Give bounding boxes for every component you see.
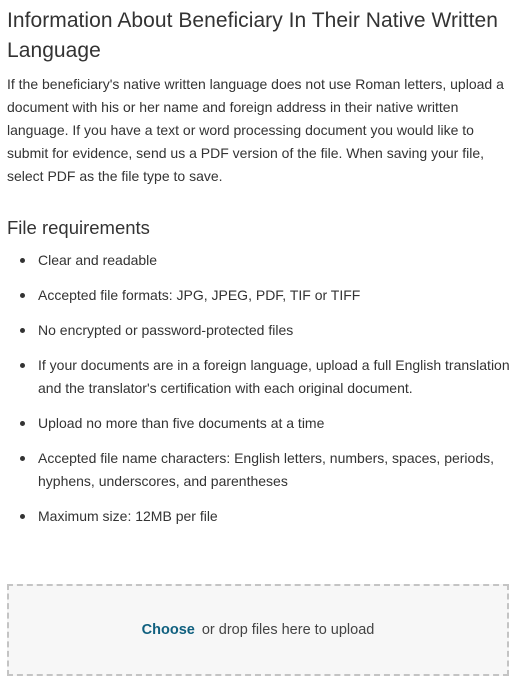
- bullet-icon: [20, 456, 25, 461]
- requirement-item: [7, 447, 512, 493]
- requirement-text: Clear and readable: [38, 252, 158, 268]
- requirement-text: Upload no more than five documents at a time: [38, 415, 325, 431]
- file-requirements-title: File requirements: [7, 217, 150, 238]
- bullet-icon: [20, 293, 25, 298]
- requirement-text: Accepted file name characters: English letters, numbers, spaces, periods, hyphens, underscores, and parentheses: [38, 450, 494, 489]
- requirement-text: If your documents are in a foreign language, upload a full English translation and the translator's certification with each original document.: [38, 357, 510, 396]
- beneficiary-language-upload-panel: [7, 6, 512, 540]
- requirement-item: [7, 284, 512, 307]
- requirement-item: [7, 354, 512, 400]
- requirement-text: Maximum size: 12MB per file: [38, 508, 218, 524]
- section-description: If the beneficiary's native written language does not use Roman letters, upload a document with his or her name and foreign address in their native written language. If you have a text or word processing document you would like to submit for evidence, send us a PDF version of the file. When saving your file, select PDF as the file type to save.: [7, 76, 504, 184]
- file-drop-zone[interactable]: [7, 584, 509, 676]
- requirement-item: [7, 319, 512, 342]
- requirement-item: [7, 249, 512, 272]
- file-requirements-list: [7, 249, 512, 528]
- requirement-text: Accepted file formats: JPG, JPEG, PDF, TIF or TIFF: [38, 287, 361, 303]
- requirement-text: No encrypted or password-protected files: [38, 322, 294, 338]
- bullet-icon: [20, 514, 25, 519]
- bullet-icon: [20, 258, 25, 263]
- requirement-item: [7, 505, 512, 528]
- section-title: Information About Beneficiary In Their Native Written Language: [7, 9, 498, 62]
- choose-file-link[interactable]: Choose: [141, 622, 195, 638]
- requirement-item: [7, 412, 512, 435]
- bullet-icon: [20, 363, 25, 368]
- drop-zone-instructions: or drop files here to upload: [201, 622, 375, 638]
- bullet-icon: [20, 328, 25, 333]
- bullet-icon: [20, 421, 25, 426]
